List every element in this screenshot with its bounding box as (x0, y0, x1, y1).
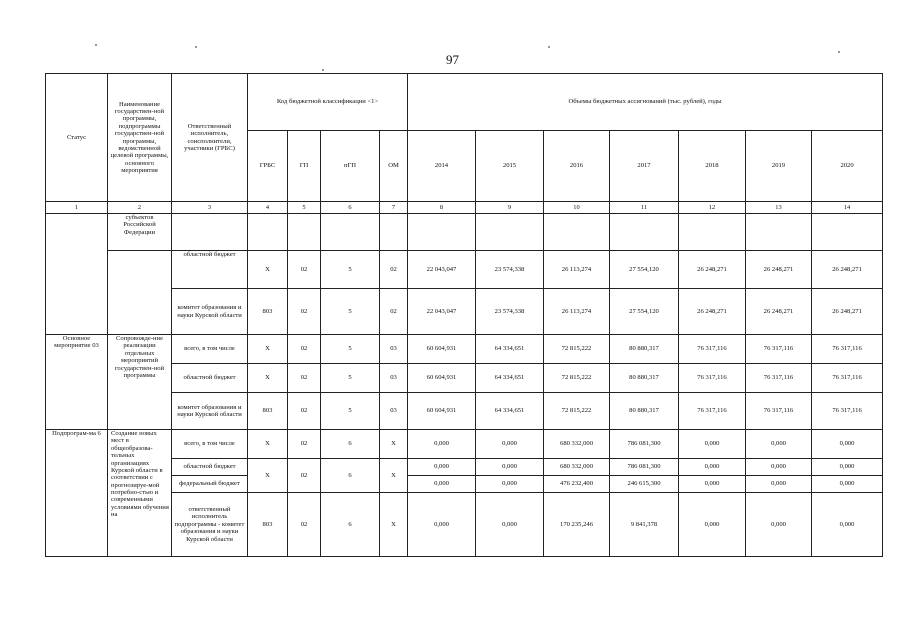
header-row (46, 74, 883, 131)
code-cell: 5 (321, 335, 380, 364)
code-cell: 6 (321, 430, 380, 459)
code-cell: 5 (321, 393, 380, 430)
code-cell: 02 (288, 364, 321, 393)
table-row (46, 430, 883, 459)
value-cell: 0,000 (408, 459, 476, 476)
executor-cell: всего, в том числе (172, 335, 248, 364)
value-cell: 0,000 (476, 430, 544, 459)
scan-speck (95, 44, 97, 46)
scan-speck (548, 46, 550, 48)
code-cell: 803 (248, 493, 288, 557)
value-cell: 80 880,317 (610, 335, 679, 364)
code-cell: 02 (288, 430, 321, 459)
code-cell: 03 (380, 364, 408, 393)
column-number: 2 (108, 202, 172, 214)
table-row (46, 335, 883, 364)
value-cell: 72 815,222 (544, 364, 610, 393)
value-cell: 0,000 (746, 459, 812, 476)
table-row (46, 364, 883, 393)
scan-speck (838, 51, 840, 53)
value-cell: 76 317,116 (812, 335, 883, 364)
value-cell: 26 113,274 (544, 289, 610, 335)
code-cell: 02 (288, 335, 321, 364)
executor-cell: всего, в том числе (172, 430, 248, 459)
column-number: 5 (288, 202, 321, 214)
executor-cell: областной бюджет (172, 459, 248, 476)
value-cell: 27 554,120 (610, 251, 679, 289)
code-cell: X (380, 459, 408, 493)
header-executor: Ответственный исполнитель, соисполнители, участники (ГРБС) (172, 74, 248, 202)
executor-cell: областной бюджет (172, 364, 248, 393)
value-cell: 64 334,651 (476, 393, 544, 430)
value-cell: 0,000 (679, 493, 746, 557)
value-cell: 0,000 (408, 493, 476, 557)
column-number: 4 (248, 202, 288, 214)
table-row (46, 393, 883, 430)
header-year: 2019 (746, 131, 812, 202)
code-cell: 03 (380, 393, 408, 430)
program-name-cell: Сопровожде-ние реализации отдельных мероприятий государствен-ной программы (108, 335, 172, 430)
executor-cell: комитет образования и науки Курской области (172, 289, 248, 335)
scan-speck (195, 46, 197, 48)
value-cell: 786 081,300 (610, 459, 679, 476)
page-number: 97 (446, 52, 459, 67)
column-number: 3 (172, 202, 248, 214)
status-cell: Основное мероприятие 03 (46, 335, 108, 430)
status-cell: Подпрограм-ма 6 (46, 430, 108, 557)
value-cell: 0,000 (746, 430, 812, 459)
value-cell: 26 248,271 (812, 251, 883, 289)
code-cell: X (248, 364, 288, 393)
header-year: 2014 (408, 131, 476, 202)
value-cell: 80 880,317 (610, 393, 679, 430)
value-cell: 246 615,300 (610, 476, 679, 493)
value-cell: 0,000 (476, 476, 544, 493)
header-gp: ГП (288, 131, 321, 202)
value-cell: 0,000 (679, 459, 746, 476)
code-cell: 02 (380, 289, 408, 335)
code-cell: 803 (248, 289, 288, 335)
value-cell: 0,000 (476, 459, 544, 476)
table-row (46, 289, 883, 335)
value-cell: 26 248,271 (679, 289, 746, 335)
column-number: 12 (679, 202, 746, 214)
value-cell: 76 317,116 (679, 364, 746, 393)
value-cell: 26 248,271 (812, 289, 883, 335)
code-cell: 02 (288, 393, 321, 430)
header-year: 2015 (476, 131, 544, 202)
code-cell: 5 (321, 251, 380, 289)
value-cell: 76 317,116 (746, 393, 812, 430)
code-cell: X (248, 335, 288, 364)
header-year: 2016 (544, 131, 610, 202)
code-cell: X (380, 430, 408, 459)
header-program-name: Наименование государствен-ной программы, подпрограммы государствен-ной программы, ведомственной целевой программы, основного мероприятия (108, 74, 172, 202)
value-cell: 26 113,274 (544, 251, 610, 289)
column-number-row (46, 202, 883, 214)
value-cell: 60 604,931 (408, 335, 476, 364)
value-cell: 680 332,000 (544, 459, 610, 476)
value-cell: 0,000 (746, 476, 812, 493)
value-cell: 0,000 (408, 430, 476, 459)
value-cell: 22 043,047 (408, 251, 476, 289)
value-cell: 0,000 (812, 430, 883, 459)
column-number: 9 (476, 202, 544, 214)
code-cell: 02 (288, 493, 321, 557)
value-cell: 72 815,222 (544, 393, 610, 430)
value-cell: 23 574,338 (476, 289, 544, 335)
value-cell: 76 317,116 (812, 393, 883, 430)
code-cell: X (380, 493, 408, 557)
code-cell: 6 (321, 493, 380, 557)
program-name-cell: Создание новых мест в общеобразова-тельных организациях Курской области в соответствии с прогнозируе-мой потребно-стью и современными условиями обучения на (108, 430, 172, 557)
code-cell: 03 (380, 335, 408, 364)
value-cell: 0,000 (812, 476, 883, 493)
executor-cell: федеральный бюджет (172, 476, 248, 493)
header-year: 2018 (679, 131, 746, 202)
table-row (46, 476, 883, 493)
value-cell: 0,000 (746, 493, 812, 557)
code-cell: X (248, 430, 288, 459)
code-cell: X (248, 459, 288, 493)
value-cell: 0,000 (476, 493, 544, 557)
value-cell: 786 081,300 (610, 430, 679, 459)
value-cell: 26 248,271 (746, 251, 812, 289)
value-cell: 76 317,116 (812, 364, 883, 393)
column-number: 6 (321, 202, 380, 214)
value-cell: 64 334,651 (476, 335, 544, 364)
table-row (46, 214, 883, 251)
value-cell: 80 880,317 (610, 364, 679, 393)
budget-table (45, 73, 883, 557)
value-cell: 76 317,116 (679, 393, 746, 430)
header-allocations: Объемы бюджетных ассигнований (тыс. рублей), годы (408, 74, 883, 131)
value-cell: 170 235,246 (544, 493, 610, 557)
header-grbs: ГРБС (248, 131, 288, 202)
value-cell: 76 317,116 (746, 335, 812, 364)
header-pgp: пГП (321, 131, 380, 202)
value-cell: 0,000 (408, 476, 476, 493)
column-number: 11 (610, 202, 679, 214)
column-number: 14 (812, 202, 883, 214)
executor-cell: комитет образования и науки Курской области (172, 393, 248, 430)
value-cell: 26 248,271 (746, 289, 812, 335)
code-cell: 02 (288, 459, 321, 493)
program-name-continued: субъектов Российской Федерации (108, 214, 172, 251)
value-cell: 0,000 (812, 493, 883, 557)
table-row (46, 251, 883, 289)
code-cell: 5 (321, 289, 380, 335)
value-cell: 680 332,000 (544, 430, 610, 459)
scan-speck (322, 69, 324, 71)
value-cell: 72 815,222 (544, 335, 610, 364)
value-cell: 9 841,378 (610, 493, 679, 557)
code-cell: 803 (248, 393, 288, 430)
value-cell: 22 043,047 (408, 289, 476, 335)
value-cell: 64 334,651 (476, 364, 544, 393)
value-cell: 76 317,116 (746, 364, 812, 393)
executor-cell: областной бюджет (172, 251, 248, 289)
header-om: ОМ (380, 131, 408, 202)
table-row (46, 493, 883, 557)
column-number: 1 (46, 202, 108, 214)
header-budget-code: Код бюджетной классификации <1> (248, 74, 408, 131)
column-number: 13 (746, 202, 812, 214)
code-cell: 02 (288, 251, 321, 289)
column-number: 8 (408, 202, 476, 214)
header-status: Статус (46, 74, 108, 202)
value-cell: 26 248,271 (679, 251, 746, 289)
code-cell: X (248, 251, 288, 289)
executor-cell: ответственный исполнитель подпрограммы - комитет образования и науки Курской области (172, 493, 248, 557)
code-cell: 5 (321, 364, 380, 393)
header-year: 2017 (610, 131, 679, 202)
code-cell: 02 (288, 289, 321, 335)
value-cell: 476 232,400 (544, 476, 610, 493)
column-number: 7 (380, 202, 408, 214)
value-cell: 23 574,338 (476, 251, 544, 289)
value-cell: 60 604,931 (408, 393, 476, 430)
table-row (46, 459, 883, 476)
code-cell: 02 (380, 251, 408, 289)
header-year: 2020 (812, 131, 883, 202)
column-number: 10 (544, 202, 610, 214)
value-cell: 76 317,116 (679, 335, 746, 364)
value-cell: 27 554,120 (610, 289, 679, 335)
code-cell: 6 (321, 459, 380, 493)
value-cell: 0,000 (679, 476, 746, 493)
value-cell: 0,000 (812, 459, 883, 476)
value-cell: 0,000 (679, 430, 746, 459)
value-cell: 60 604,931 (408, 364, 476, 393)
